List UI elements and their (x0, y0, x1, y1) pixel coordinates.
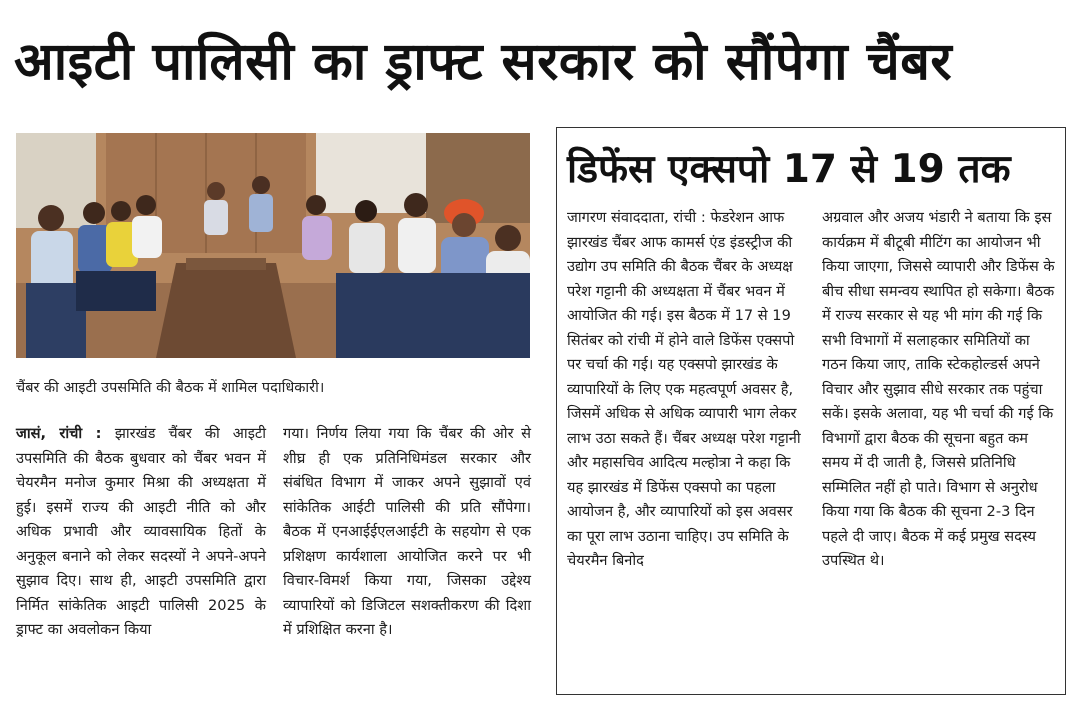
boxed-article-title: डिफेंस एक्सपो 17 से 19 तक (567, 147, 1011, 192)
main-article-text-1: झारखंड चैंबर की आइटी उपसमिति की बैठक बुधवार को चैंबर भवन में चेयरमैन मनोज कुमार मिश्रा की अध्यक्षता में हुई। इसमें राज्य की आइटी नीति को और अधिक प्रभावी और व्यावसायिक हितों के अनुकूल बनाने को लेकर सदस्यों ने अपने-अपने सुझाव दिए। साथ ही, आइटी उपसमिति द्वारा निर्मित सांकेतिक आइटी पालिसी 2025 के ड्राफ्ट का अवलोकन किया (16, 425, 266, 638)
main-article-column-1 (16, 422, 266, 643)
meeting-photo-icon (16, 133, 530, 358)
boxed-article-column-1: जागरण संवाददाता, रांची : फेडरेशन आफ झारखंड चैंबर आफ कामर्स एंड इंडस्ट्रीज की उद्योग उप समिति की बैठक चैंबर के अध्यक्ष परेश गट्टानी की अध्यक्षता में चैंबर भवन में आयोजित की गई। इस बैठक में 17 से 19 सितंबर को रांची में होने वाले डिफेंस एक्सपो पर चर्चा की गई। यह एक्सपो झारखंड के व्यापारियों के लिए एक महत्वपूर्ण अवसर है, जिसमें अधिक से अधिक व्यापारी भाग लेकर लाभ उठा सकते हैं। चैंबर अध्यक्ष परेश गट्टानी और महासचिव आदित्य मल्होत्रा ने कहा कि यह झारखंड में डिफेंस एक्सपो का पहला आयोजन है, और व्यापारियों को इस अवसर का पूरा लाभ उठाना चाहिए। उप समिति के चेयरमैन बिनोद (567, 209, 801, 569)
dateline: जासं, रांची : (16, 425, 115, 442)
boxed-article-column-2: अग्रवाल और अजय भंडारी ने बताया कि इस कार्यक्रम में बीटूबी मीटिंग का आयोजन भी किया जाएगा, जिससे व्यापारी और डिफेंस के बीच सीधा समन्वय स्थापित हो सकेगा। बैठक में राज्य सरकार से यह भी मांग की गई कि सभी विभागों में सलाहकार समितियों का गठन किया जाए, ताकि स्टेकहोल्डर्स अपने विचार और सुझाव सीधे सरकार तक पहुंचा सकें। इसके अलावा, यह भी चर्चा की गई कि विभागों द्वारा बैठक की सूचना बहुत कम समय में दी जाती है, जिससे प्रतिनिधि सम्मिलित नहीं हो पाते। विभाग से अनुरोध किया गया कि बैठक की सूचना 2-3 दिन पहले दी जाए। बैठक में कई प्रमुख सदस्य उपस्थित थे। (822, 209, 1055, 569)
photo-caption: चैंबर की आइटी उपसमिति की बैठक में शामिल पदाधिकारी। (16, 380, 325, 396)
headline: आइटी पालिसी का ड्राफ्ट सरकार को सौंपेगा चैंबर (14, 32, 953, 92)
main-article-column-2: गया। निर्णय लिया गया कि चैंबर की ओर से शीघ्र ही एक प्रतिनिधिमंडल सरकार और संबंधित विभाग में जाकर अपने सुझावों एवं सांकेतिक आईटी पालिसी की प्रति सौंपेगा। बैठक में एनआईईएलआईटी के सहयोग से एक प्रशिक्षण कार्यशाला आयोजित करने पर भी विचार-विमर्श किया गया, जिसका उद्देश्य व्यापारियों को डिजिटल सशक्तीकरण की दिशा में प्रशिक्षित करना है। (283, 425, 531, 638)
meeting-photo (16, 133, 530, 358)
